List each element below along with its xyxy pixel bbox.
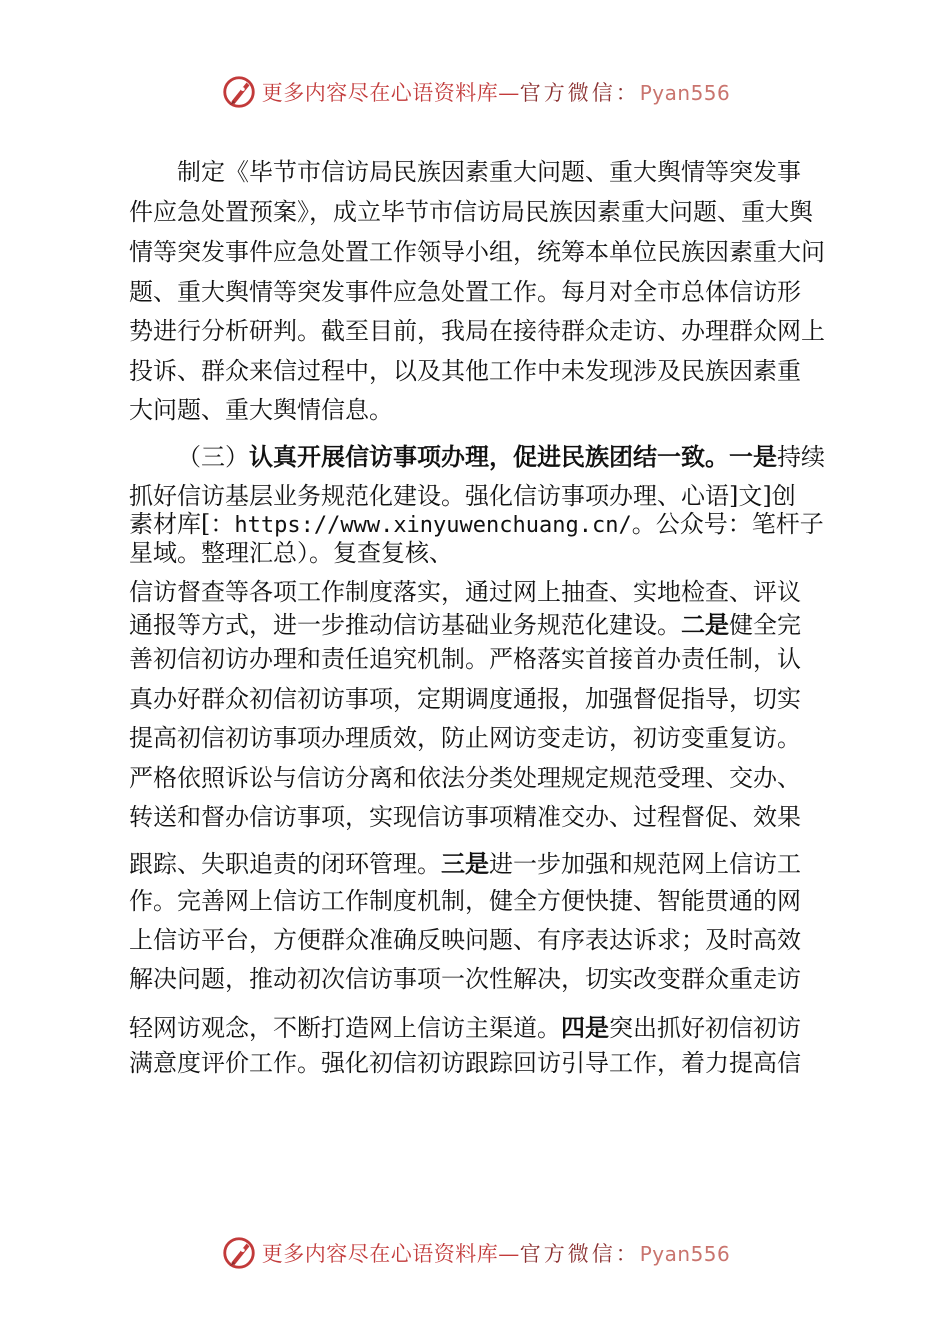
body-text-line: 势进行分析研判。截至目前，我局在接待群众走访、办理群众网上 <box>129 317 825 345</box>
body-text-line: 素材库[：https://www.xinyuwenchuang.cn/。公众号：笔杆子 <box>129 510 824 538</box>
body-text-line: 严格依照诉讼与信访分离和依法分类处理规定规范受理、交办、 <box>129 764 801 792</box>
body-text-line: 跟踪、失职追责的闭环管理。三是进一步加强和规范网上信访工 <box>129 850 801 878</box>
footer-watermark <box>0 1233 950 1273</box>
point-marker: 四是 <box>561 1014 609 1042</box>
point-marker: 一是 <box>729 443 777 471</box>
body-text-line: 投诉、群众来信过程中，以及其他工作中未发现涉及民族因素重 <box>129 357 801 385</box>
body-text-line: 抓好信访基层业务规范化建设。强化信访事项办理、心语]文]创 <box>129 482 796 510</box>
body-text-line: 题、重大舆情等突发事件应急处置工作。每月对全市总体信访形 <box>129 278 801 306</box>
body-text-line: 制定《毕节市信访局民族因素重大问题、重大舆情等突发事 <box>177 158 801 186</box>
body-text-line: 大问题、重大舆情信息。 <box>129 396 393 424</box>
body-text-line: 情等突发事件应急处置工作领导小组，统筹本单位民族因素重大问 <box>129 238 825 266</box>
pen-nib-circle-logo <box>220 1234 258 1272</box>
body-text-line: 满意度评价工作。强化初信初访跟踪回访引导工作，着力提高信 <box>129 1049 801 1077</box>
point-marker: 三是 <box>441 850 489 878</box>
body-text-line: 解决问题，推动初次信访事项一次性解决，切实改变群众重走访 <box>129 965 801 993</box>
source-url: https://www.xinyuwenchuang.cn/ <box>234 513 632 538</box>
watermark-text: 更多内容尽在心语资料库—官方微信：Pyan556 <box>261 81 731 105</box>
watermark-text: 更多内容尽在心语资料库—官方微信：Pyan556 <box>261 1242 731 1266</box>
section-number: （三） <box>177 443 249 471</box>
body-text-line: 通报等方式，进一步推动信访基础业务规范化建设。二是健全完 <box>129 611 801 639</box>
section-heading: 认真开展信访事项办理，促进民族团结一致。 <box>249 443 729 471</box>
body-text-line: 善初信初访办理和责任追究机制。严格落实首接首办责任制，认 <box>129 645 801 673</box>
body-text-line: 件应急处置预案》，成立毕节市信访局民族因素重大问题、重大舆 <box>129 198 813 226</box>
body-text-line: 真办好群众初信初访事项，定期调度通报，加强督促指导，切实 <box>129 685 801 713</box>
body-text-line: 转送和督办信访事项，实现信访事项精准交办、过程督促、效果 <box>129 803 801 831</box>
section-heading-line: （三）认真开展信访事项办理，促进民族团结一致。一是持续 <box>177 443 825 471</box>
body-text-line: 星域。整理汇总）。复查复核、 <box>129 539 453 567</box>
body-text-line: 作。完善网上信访工作制度机制，健全方便快捷、智能贯通的网 <box>129 887 801 915</box>
pen-nib-circle-logo <box>220 73 258 111</box>
body-text-line: 提高初信初访事项办理质效，防止网访变走访，初访变重复访。 <box>129 724 801 752</box>
body-text-line: 上信访平台，方便群众准确反映问题、有序表达诉求；及时高效 <box>129 926 801 954</box>
body-text-line: 信访督查等各项工作制度落实，通过网上抽查、实地检查、评议 <box>129 578 801 606</box>
body-text-line: 轻网访观念，不断打造网上信访主渠道。四是突出抓好初信初访 <box>129 1014 801 1042</box>
header-watermark <box>0 72 950 112</box>
point-marker: 二是 <box>681 611 729 639</box>
